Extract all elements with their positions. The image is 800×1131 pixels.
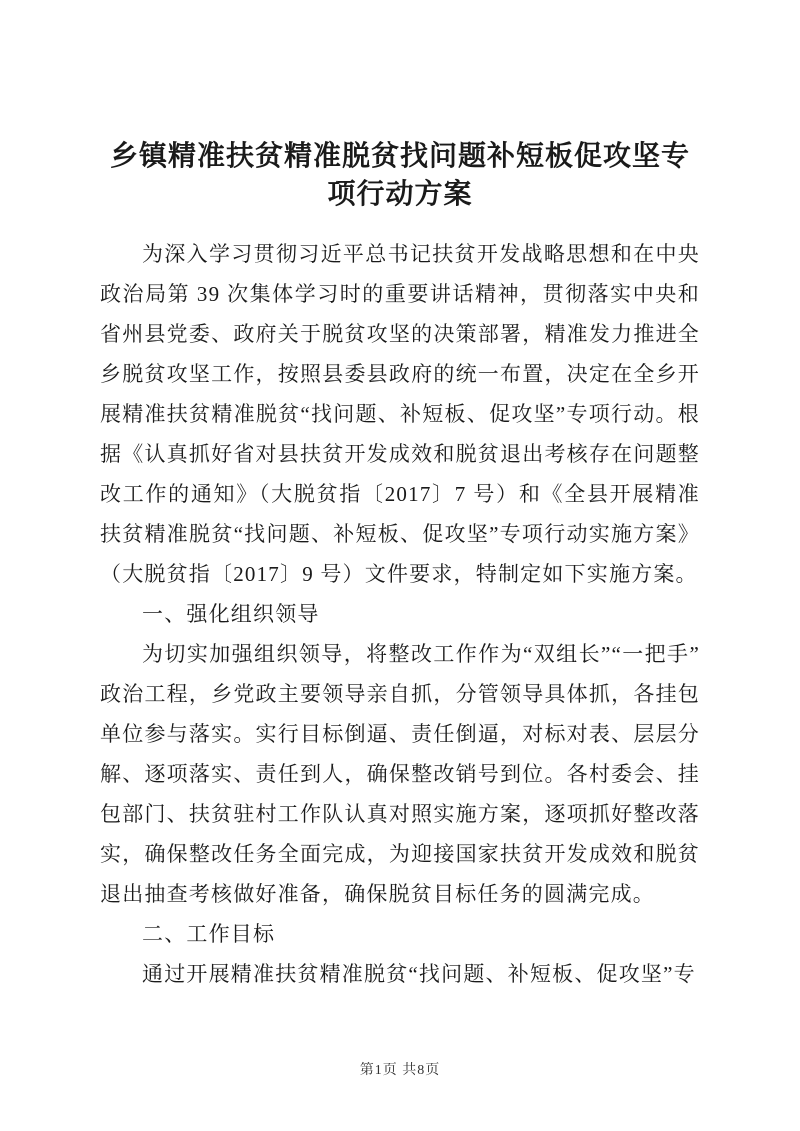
document-title: 乡镇精准扶贫精准脱贫找问题补短板促攻坚专项行动方案 <box>109 141 690 210</box>
section-heading-1: 一、强化组织领导 <box>142 602 320 626</box>
document-body <box>100 234 700 994</box>
page-number-footer: 第1页 共8页 <box>359 1063 441 1078</box>
paragraph-section-1: 为切实加强组织领导，将整改工作作为“双组长”“一把手”政治工程，乡党政主要领导亲自抓，分管领导具体抓，各挂包单位参与落实。实行目标倒逼、责任倒逼，对标对表、层层分解、逐项落实、责任到人，确保整改销号到位。各村委会、挂包部门、扶贫驻村工作队认真对照实施方案，逐项抓好整改落实，确保整改任务全面完成，为迎接国家扶贫开发成效和脱贫退出抽查考核做好准备，确保脱贫目标任务的圆满完成。 <box>100 642 700 906</box>
paragraph-section-2: 通过开展精准扶贫精准脱贫“找问题、补短板、促攻坚”专 <box>142 962 696 986</box>
paragraph-intro: 为深入学习贯彻习近平总书记扶贫开发战略思想和在中央政治局第 39 次集体学习时的重要讲话精神，贯彻落实中央和省州县党委、政府关于脱贫攻坚的决策部署，精准发力推进全乡脱贫攻坚工作，按照县委县政府的统一布置，决定在全乡开展精准扶贫精准脱贫“找问题、补短板、促攻坚”专项行动。根据《认真抓好省对县扶贫开发成效和脱贫退出考核存在问题整改工作的通知》（大脱贫指〔2017〕7 号）和《全县开展精准扶贫精准脱贫“找问题、补短板、促攻坚”专项行动实施方案》（大脱贫指〔2017〕9 号）文件要求，特制定如下实施方案。 <box>100 242 700 586</box>
section-heading-2: 二、工作目标 <box>142 922 276 946</box>
